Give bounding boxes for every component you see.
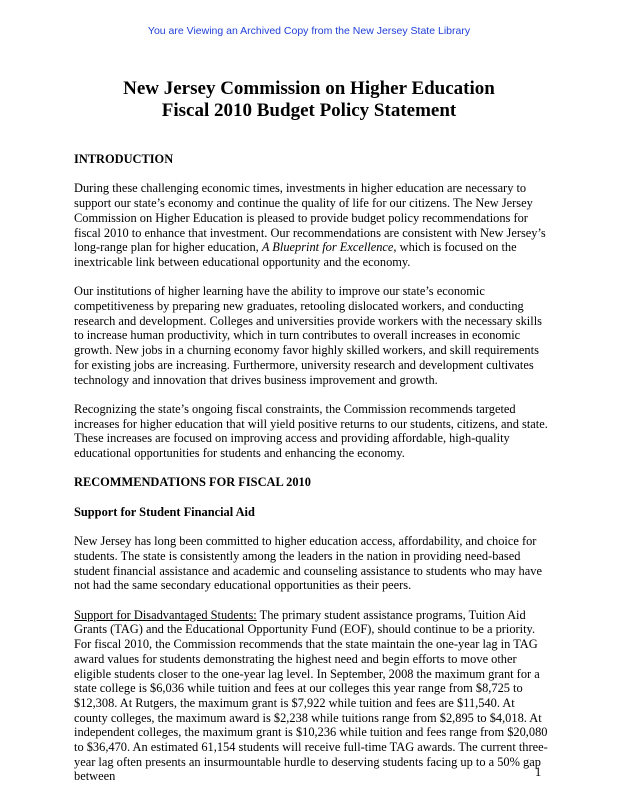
recommendations-heading: RECOMMENDATIONS FOR FISCAL 2010: [74, 475, 311, 490]
title-line-2: Fiscal 2010 Budget Policy Statement: [161, 100, 457, 121]
intro-p1-text-end: , which is focused on the inextricable link between educational opportunity and the economy.: [74, 240, 517, 269]
intro-paragraph-2: Our institutions of higher learning have the ability to improve our state’s economic competitiveness by preparing new graduates, retooling dislocated workers, and conducting research and development. Colleges and universities provide workers with the necessary skills to increase human productivity, which in turn contributes to overall increases in economic growth. New jobs in a churning economy favor highly skilled workers, and skill requirements for existing jobs are increasing. Furthermore, university research and development cultivates technology and innovation that drives business improvement and growth.: [74, 284, 542, 387]
archive-banner: You are Viewing an Archived Copy from the New Jersey State Library: [147, 25, 471, 37]
blueprint-title: A Blueprint for Excellence: [261, 240, 394, 255]
introduction-heading: INTRODUCTION: [74, 152, 174, 166]
intro-paragraph-1: [74, 181, 548, 269]
financial-aid-subheading: Support for Student Financial Aid: [74, 504, 255, 519]
disadvantaged-students-label: Support for Disadvantaged Students:: [74, 607, 257, 622]
financial-aid-paragraph-2: [74, 608, 548, 784]
intro-p1-text: During these challenging economic times, investments in higher education are necessary to support our state’s economy and continue the quality of life for our citizens. The New Jersey Commission on Higher Education is pleased to provide budget policy recommendations for fiscal 2010 to enhance that investment. Our recommendations are consistent with New Jersey’s long-range plan for higher education,: [74, 181, 546, 255]
disadvantaged-students-text: The primary student assistance programs, Tuition Aid Grants (TAG) and the Educational Opportunity Fund (EOF), should continue to be a priority. For fiscal 2010, the Commission recommends that the state maintain the one-year lag in TAG award values for students demonstrating the highest need and begin efforts to move other eligible students closer to the one-year lag level. In September, 2008 the maximum grant for a state college is $6,036 while tuition and fees at our colleges this year range from $8,725 to $12,308. At Rutgers, the maximum grant is $7,922 while tuition and fees are $11,540. At county colleges, the maximum award is $2,238 while tuitions range from $2,895 to $4,018. At independent colleges, the maximum grant is $10,236 while tuition and fees range from $20,080 to $36,470. An estimated 61,154 students will receive full-time TAG awards. The current three-year lag often presents an insurmountable hurdle to deserving students facing up to a 50% gap between: [74, 607, 548, 784]
title-line-1: New Jersey Commission on Higher Education: [123, 78, 495, 99]
page-number: 1: [535, 765, 542, 779]
document-title: [0, 78, 618, 122]
financial-aid-paragraph-1: New Jersey has long been committed to higher education access, affordability, and choice for students. The state is consistently among the leaders in the nation in providing need-based student financial assistance and academic and counseling assistance to students who may have not had the same secondary educational opportunities as their peers.: [74, 534, 542, 593]
intro-paragraph-3: Recognizing the state’s ongoing fiscal constraints, the Commission recommends targeted increases for higher education that will yield positive returns to our students, citizens, and state. These increases are focused on improving access and providing affordable, high-quality educational opportunities for students and enhancing the economy.: [74, 401, 548, 461]
document-body: [74, 152, 548, 799]
